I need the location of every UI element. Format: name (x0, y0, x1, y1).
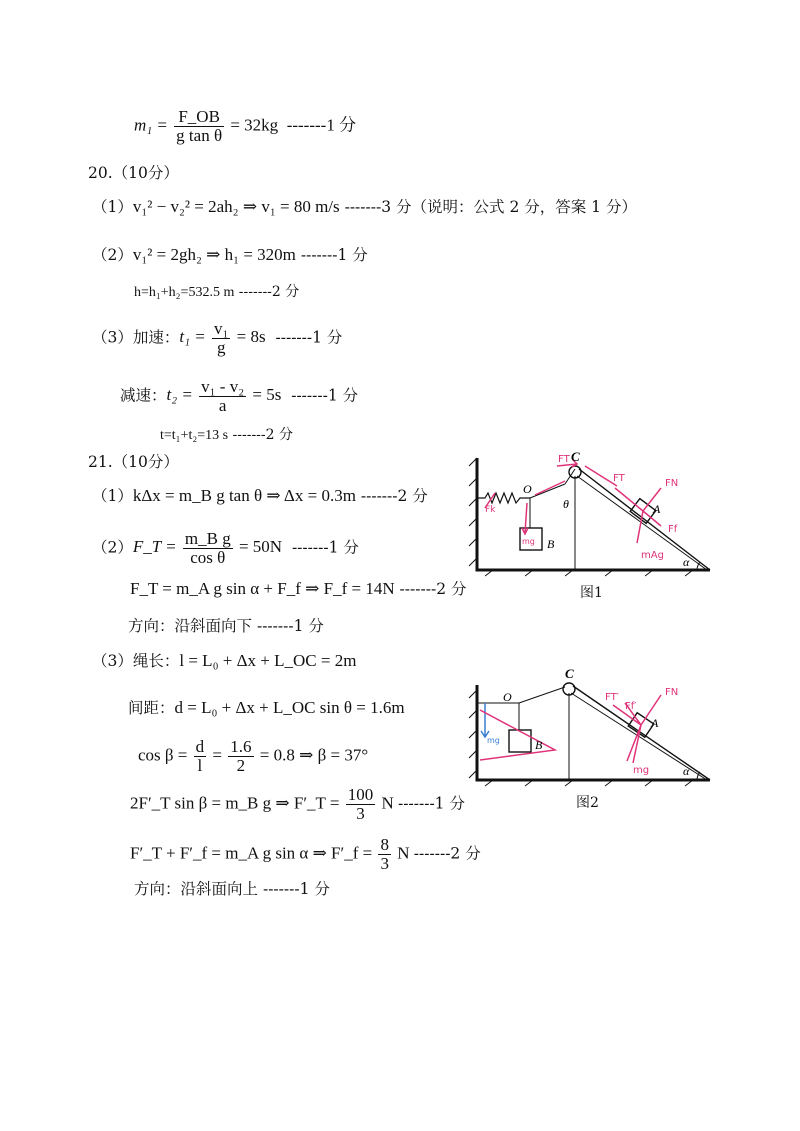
label-alpha: α (683, 764, 690, 778)
figure-2-caption: 图2 (576, 795, 599, 811)
label-c: C (571, 449, 580, 464)
q21-part3-angle: cos β = $\frac{d}{l}$ = $\frac{1.6}{2}$ = 0.8 ⇒ β = 37° (138, 737, 369, 775)
svg-text:mg: mg (633, 765, 650, 776)
q21-header: 21.（10分） (88, 453, 179, 471)
fraction: $\frac{F\_OB}{\text{g tan θ}}$ (176, 107, 223, 145)
q21-part3-tension: 2F′_T sin β = m_B g ⇒ F′_T = $\frac{100}{3}$ N -------1 分 (130, 785, 465, 823)
svg-text:Fk: Fk (485, 505, 496, 515)
svg-text:mg: mg (522, 537, 535, 546)
label-theta: θ (563, 497, 569, 511)
label-o: O (523, 482, 532, 496)
q20-part2-sum: h=h₁+h₂=532.5 m -------2 分 (134, 284, 300, 300)
q21-part2-friction: F_T = m_A g sin α + F_f ⇒ F_f = 14N -------2 分 (130, 579, 467, 598)
q21-part3-direction: 方向：沿斜面向上 -------1 分 (134, 880, 330, 898)
svg-text:mAg: mAg (641, 550, 664, 561)
label-alpha: α (683, 555, 690, 569)
q21-part1: （1）kΔx = m_B g tan θ ⇒ Δx = 0.3m -------2 分 (92, 486, 428, 505)
figure-2-diagram (465, 665, 720, 790)
svg-text:Ff: Ff (668, 524, 678, 535)
svg-text:Ff′: Ff′ (625, 701, 637, 712)
q20-part3-total: t=t₁+t₂=13 s -------2 分 (160, 427, 294, 443)
svg-text:mg: mg (487, 736, 500, 745)
label-c: C (565, 666, 574, 681)
figure-1-caption: 图1 (580, 585, 603, 601)
svg-text:FT: FT (613, 473, 625, 484)
q20-part1: （1）v₁² − v₂² = 2ah₂ ⇒ v₁ = 80 m/s -------3 分（说明：公式 2 分，答案 1 分） (92, 197, 637, 216)
label-a: A (653, 502, 661, 516)
label-o: O (503, 690, 512, 704)
q20-part2: （2）v₁² = 2gh₂ ⇒ h₁ = 320m -------1 分 (92, 245, 368, 264)
q21-part2-direction: 方向：沿斜面向下 -------1 分 (128, 617, 324, 635)
q20-part3-decel: 减速：t₂ = $\frac{\text{v₁ - v₂}}{a}$ = 5s -------1 分 (120, 377, 359, 415)
label-a: A (651, 716, 659, 730)
q21-part3-length: （3）绳长：l = L₀ + Δx + L_OC = 2m (92, 651, 357, 670)
q21-part3-friction: F′_T + F′_f = m_A g sin α ⇒ F′_f = $\frac{8}{3}$ N -------2 分 (130, 835, 481, 873)
svg-text:FT′: FT′ (605, 692, 619, 703)
svg-text:FN: FN (665, 687, 679, 698)
label-b: B (535, 738, 543, 752)
q21-part3-distance: 间距：d = L₀ + Δx + L_OC sin θ = 1.6m (128, 698, 405, 717)
q20-part3-accel: （3）加速：t₁ = $\frac{\text{v₁}}{g}$ = 8s -------1 分 (92, 319, 343, 357)
svg-text:FN: FN (665, 478, 679, 489)
label-b: B (547, 537, 555, 551)
q19-equation: m₁ = $\frac{F\_OB}{\text{g tan θ}}$ = 32kg -------1 分 (134, 107, 357, 145)
q21-part2: （2）F_T = $\frac{\text{m\_B g}}{\text{cos θ}}$ = 50N -------1 分 (92, 529, 359, 567)
q20-header: 20.（10分） (88, 164, 179, 182)
svg-text:FT: FT (558, 454, 570, 465)
figure-1-diagram (465, 448, 720, 583)
